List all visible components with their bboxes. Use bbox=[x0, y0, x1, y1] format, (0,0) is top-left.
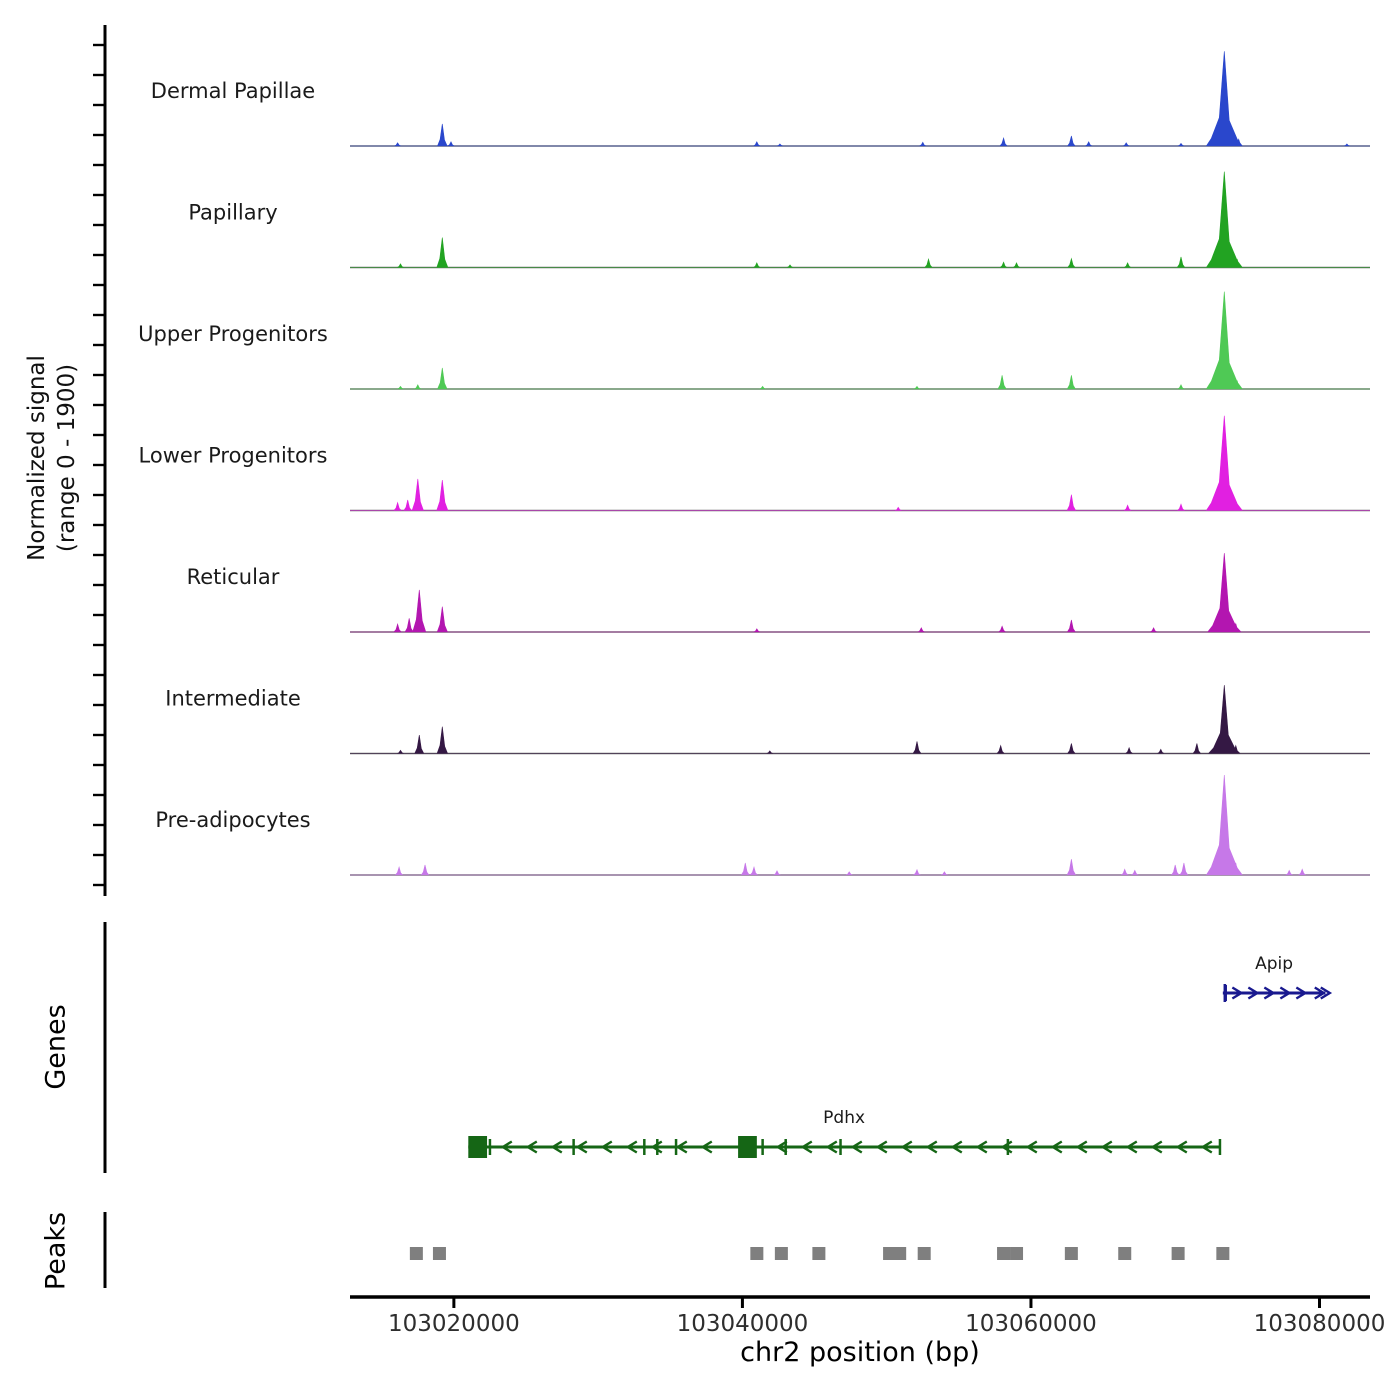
peak-call-box bbox=[1065, 1247, 1078, 1260]
signal-area-papillary bbox=[350, 172, 1370, 268]
peak-call-box bbox=[1118, 1247, 1131, 1260]
signal-area-dermal-papillae bbox=[350, 51, 1370, 146]
signal-area-upper-progenitors bbox=[350, 292, 1370, 389]
peak-call-box bbox=[750, 1247, 763, 1260]
peak-call-box bbox=[1010, 1247, 1023, 1260]
track-label: Pre-adipocytes bbox=[155, 808, 311, 832]
x-axis-tick-label: 103080000 bbox=[1253, 1311, 1386, 1337]
track-label: Reticular bbox=[186, 565, 280, 589]
peak-call-box bbox=[1172, 1247, 1185, 1260]
genes-section-label: Genes bbox=[40, 1004, 72, 1090]
signal-area-intermediate bbox=[350, 685, 1370, 753]
track-label: Intermediate bbox=[165, 686, 301, 711]
track-label: Dermal Papillae bbox=[150, 79, 316, 103]
signal-area-lower-progenitors bbox=[350, 416, 1370, 511]
peak-call-box bbox=[918, 1247, 931, 1260]
peak-call-box bbox=[410, 1247, 423, 1260]
track-label: Papillary bbox=[188, 200, 278, 225]
x-axis-tick-label: 103060000 bbox=[965, 1311, 1097, 1337]
track-label: Upper Progenitors bbox=[138, 322, 328, 346]
signal-area-reticular bbox=[350, 553, 1370, 632]
gene-label-apip: Apip bbox=[1255, 954, 1294, 974]
y-axis-label-line2: (range 0 - 1900) bbox=[54, 363, 80, 553]
x-axis-tick-label: 103020000 bbox=[388, 1311, 520, 1337]
gene-exon-box bbox=[468, 1136, 487, 1158]
peak-call-box bbox=[1216, 1247, 1229, 1260]
peaks-section-label: Peaks bbox=[40, 1211, 72, 1291]
y-axis-label bbox=[22, 355, 82, 561]
peak-call-box bbox=[812, 1247, 825, 1260]
peak-call-box bbox=[997, 1247, 1010, 1260]
gene-exon-box bbox=[738, 1136, 757, 1158]
track-label: Lower Progenitors bbox=[138, 443, 328, 468]
peak-call-box bbox=[775, 1247, 788, 1260]
signal-area-pre-adipocytes bbox=[350, 775, 1370, 875]
y-axis-label-line1: Normalized signal bbox=[24, 355, 50, 561]
peak-call-box bbox=[893, 1247, 906, 1260]
peak-call-box bbox=[433, 1247, 446, 1260]
x-axis-title: chr2 position (bp) bbox=[740, 1337, 980, 1368]
gene-label-pdhx: Pdhx bbox=[823, 1108, 866, 1128]
x-axis-tick-label: 103040000 bbox=[676, 1311, 809, 1337]
